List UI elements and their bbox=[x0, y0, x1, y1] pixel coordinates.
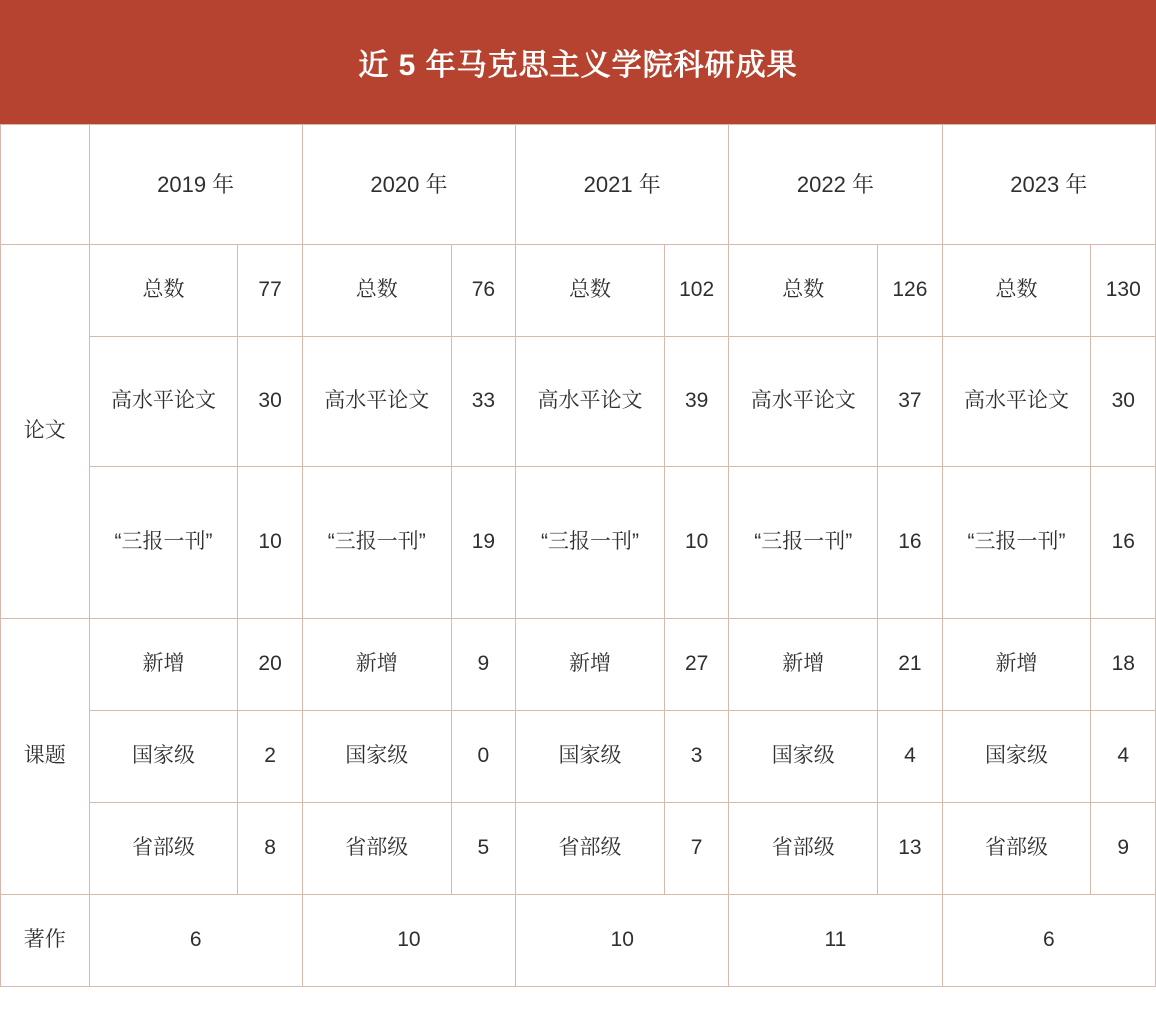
page-title: 近 5 年马克思主义学院科研成果 bbox=[358, 49, 798, 82]
cell-value: 10 bbox=[664, 467, 728, 619]
row-label: 国家级 bbox=[89, 711, 238, 803]
row-label: 总数 bbox=[89, 245, 238, 337]
row-label: 新增 bbox=[516, 619, 665, 711]
cell-value: 0 bbox=[451, 711, 515, 803]
year-header-2022: 2022 年 bbox=[729, 125, 942, 245]
row-label: 高水平论文 bbox=[729, 337, 878, 467]
category-papers: 论文 bbox=[1, 245, 90, 619]
row-label: 高水平论文 bbox=[516, 337, 665, 467]
cell-value: 33 bbox=[451, 337, 515, 467]
cell-value: 102 bbox=[664, 245, 728, 337]
cell-value: 2 bbox=[238, 711, 302, 803]
cell-value: 126 bbox=[878, 245, 942, 337]
table-row-years bbox=[1, 125, 1156, 245]
cell-value: 4 bbox=[878, 711, 942, 803]
row-label: 省部级 bbox=[942, 803, 1091, 895]
cell-value: 20 bbox=[238, 619, 302, 711]
row-label: 总数 bbox=[516, 245, 665, 337]
row-label: 高水平论文 bbox=[302, 337, 451, 467]
cell-value: 10 bbox=[238, 467, 302, 619]
cell-value: 76 bbox=[451, 245, 515, 337]
table-row bbox=[1, 895, 1156, 987]
cell-value: 7 bbox=[664, 803, 728, 895]
row-label: “三报一刊” bbox=[302, 467, 451, 619]
row-label: 高水平论文 bbox=[942, 337, 1091, 467]
cell-value: 10 bbox=[516, 895, 729, 987]
row-label: 高水平论文 bbox=[89, 337, 238, 467]
row-label: “三报一刊” bbox=[729, 467, 878, 619]
row-label: “三报一刊” bbox=[942, 467, 1091, 619]
table-row bbox=[1, 245, 1156, 337]
cell-value: 10 bbox=[302, 895, 515, 987]
row-label: 国家级 bbox=[942, 711, 1091, 803]
row-label: 国家级 bbox=[516, 711, 665, 803]
cell-value: 11 bbox=[729, 895, 942, 987]
cell-value: 9 bbox=[451, 619, 515, 711]
row-label: 新增 bbox=[89, 619, 238, 711]
row-label: 省部级 bbox=[89, 803, 238, 895]
cell-value: 77 bbox=[238, 245, 302, 337]
cell-value: 19 bbox=[451, 467, 515, 619]
cell-value: 21 bbox=[878, 619, 942, 711]
row-label: 总数 bbox=[302, 245, 451, 337]
table-row bbox=[1, 467, 1156, 619]
table-title-bar bbox=[0, 0, 1156, 124]
row-label: 新增 bbox=[302, 619, 451, 711]
table-row bbox=[1, 619, 1156, 711]
cell-value: 9 bbox=[1091, 803, 1156, 895]
category-books: 著作 bbox=[1, 895, 90, 987]
row-label: “三报一刊” bbox=[89, 467, 238, 619]
cell-value: 4 bbox=[1091, 711, 1156, 803]
row-label: 国家级 bbox=[302, 711, 451, 803]
year-header-2019: 2019 年 bbox=[89, 125, 302, 245]
cell-value: 13 bbox=[878, 803, 942, 895]
year-header-2020: 2020 年 bbox=[302, 125, 515, 245]
cell-value: 16 bbox=[878, 467, 942, 619]
row-label: 总数 bbox=[942, 245, 1091, 337]
cell-value: 27 bbox=[664, 619, 728, 711]
corner-cell bbox=[1, 125, 90, 245]
year-header-2021: 2021 年 bbox=[516, 125, 729, 245]
table-row bbox=[1, 803, 1156, 895]
row-label: 省部级 bbox=[516, 803, 665, 895]
research-results-table bbox=[0, 124, 1156, 987]
category-projects: 课题 bbox=[1, 619, 90, 895]
year-header-2023: 2023 年 bbox=[942, 125, 1155, 245]
cell-value: 39 bbox=[664, 337, 728, 467]
row-label: 国家级 bbox=[729, 711, 878, 803]
cell-value: 5 bbox=[451, 803, 515, 895]
cell-value: 30 bbox=[1091, 337, 1156, 467]
row-label: 总数 bbox=[729, 245, 878, 337]
cell-value: 16 bbox=[1091, 467, 1156, 619]
row-label: 省部级 bbox=[729, 803, 878, 895]
cell-value: 6 bbox=[942, 895, 1155, 987]
cell-value: 3 bbox=[664, 711, 728, 803]
cell-value: 6 bbox=[89, 895, 302, 987]
table-row bbox=[1, 337, 1156, 467]
row-label: 新增 bbox=[729, 619, 878, 711]
cell-value: 130 bbox=[1091, 245, 1156, 337]
cell-value: 18 bbox=[1091, 619, 1156, 711]
cell-value: 8 bbox=[238, 803, 302, 895]
row-label: 省部级 bbox=[302, 803, 451, 895]
cell-value: 30 bbox=[238, 337, 302, 467]
table-row bbox=[1, 711, 1156, 803]
row-label: “三报一刊” bbox=[516, 467, 665, 619]
row-label: 新增 bbox=[942, 619, 1091, 711]
cell-value: 37 bbox=[878, 337, 942, 467]
